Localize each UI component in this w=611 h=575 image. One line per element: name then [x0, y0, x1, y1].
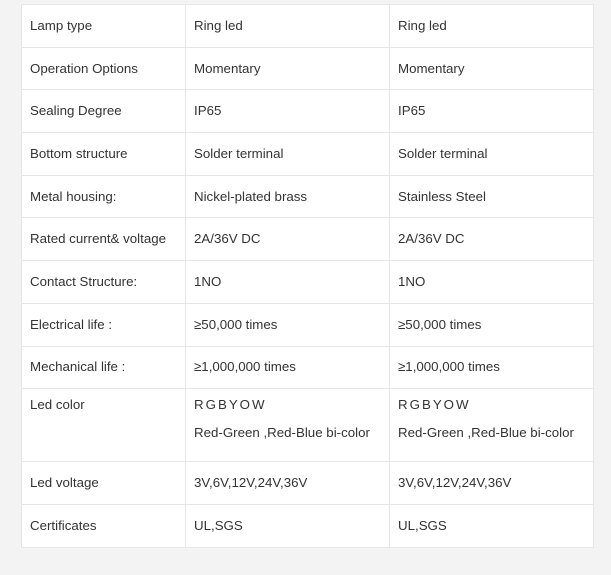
table-row [22, 5, 594, 48]
spec-value: 2A/36V DC [390, 218, 594, 261]
spec-label: Sealing Degree [22, 90, 186, 133]
table-row [22, 175, 594, 218]
spec-value: ≥50,000 times [186, 303, 390, 346]
spec-label: Contact Structure: [22, 261, 186, 304]
table-row [22, 504, 594, 547]
spec-value [186, 389, 390, 462]
spec-label: Led color [22, 389, 186, 462]
table-row [22, 346, 594, 389]
spec-value [390, 389, 594, 462]
spec-value: IP65 [390, 90, 594, 133]
spec-value: Stainless Steel [390, 175, 594, 218]
spec-value: Momentary [186, 47, 390, 90]
spec-label: Bottom structure [22, 133, 186, 176]
spec-value: Solder terminal [390, 133, 594, 176]
spec-value: Solder terminal [186, 133, 390, 176]
spec-label: Operation Options [22, 47, 186, 90]
spec-value: UL,SGS [390, 504, 594, 547]
spec-value: 3V,6V,12V,24V,36V [186, 462, 390, 505]
table-row [22, 389, 594, 462]
spec-value: ≥50,000 times [390, 303, 594, 346]
spec-value: Momentary [390, 47, 594, 90]
table-row [22, 462, 594, 505]
spec-value: ≥1,000,000 times [186, 346, 390, 389]
spec-value: Ring led [390, 5, 594, 48]
spec-label: Lamp type [22, 5, 186, 48]
spec-value: Nickel-plated brass [186, 175, 390, 218]
spec-label: Electrical life : [22, 303, 186, 346]
spec-label: Metal housing: [22, 175, 186, 218]
table-row [22, 303, 594, 346]
spec-value: UL,SGS [186, 504, 390, 547]
spec-label: Rated current& voltage [22, 218, 186, 261]
led-bicolor-options: Red-Green ,Red-Blue bi-color [194, 425, 370, 441]
led-color-codes: RGBYOW [398, 397, 471, 413]
table-row [22, 90, 594, 133]
table-row [22, 261, 594, 304]
spec-table [21, 4, 594, 548]
spec-value: 3V,6V,12V,24V,36V [390, 462, 594, 505]
spec-label: Certificates [22, 504, 186, 547]
spec-value: ≥1,000,000 times [390, 346, 594, 389]
led-color-codes: RGBYOW [194, 397, 267, 413]
table-row [22, 218, 594, 261]
spec-label: Led voltage [22, 462, 186, 505]
spec-label: Mechanical life : [22, 346, 186, 389]
spec-value: 2A/36V DC [186, 218, 390, 261]
spec-value: 1NO [186, 261, 390, 304]
spec-value: 1NO [390, 261, 594, 304]
table-row [22, 47, 594, 90]
spec-value: Ring led [186, 5, 390, 48]
table-row [22, 133, 594, 176]
led-bicolor-options: Red-Green ,Red-Blue bi-color [398, 425, 574, 441]
spec-value: IP65 [186, 90, 390, 133]
